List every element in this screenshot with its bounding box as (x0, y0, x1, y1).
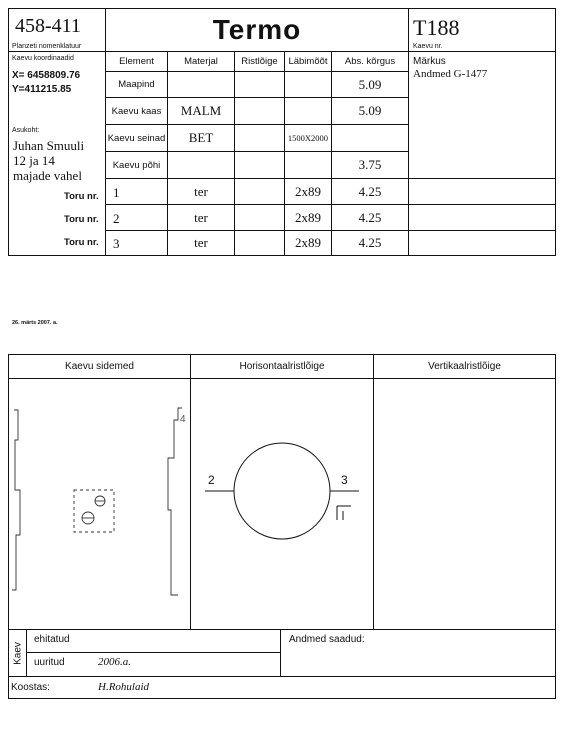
pipe-elevation: 4.25 (331, 178, 409, 205)
panel3-title: Vertikaalristlõige (373, 354, 556, 379)
th-material: Materjal (167, 51, 235, 72)
row-elevation: 3.75 (331, 151, 409, 179)
th-diameter: Läbimõõt (284, 51, 332, 72)
data-source-label: Andmed saadud: (289, 634, 365, 645)
pipe-no: 3 (113, 236, 120, 251)
coords-label: Kaevu koordinaadid (12, 55, 74, 62)
row-elevation: 5.09 (331, 97, 409, 125)
pipe-label-2: Toru nr. (64, 214, 99, 225)
row-element: Kaevu põhi (105, 151, 168, 179)
panel1-title: Kaevu sidemed (8, 354, 191, 379)
mark-3: 3 (341, 473, 348, 487)
row-element: Kaevu seinad (105, 124, 168, 152)
pipe-material: ter (167, 204, 235, 231)
card-title: Termo (212, 14, 302, 45)
row-cross (234, 151, 285, 179)
location-label: Asukoht: (12, 127, 40, 134)
th-element: Element (105, 51, 168, 72)
notes-label: Märkus (413, 56, 446, 67)
pipe-label-3: Toru nr. (64, 237, 99, 248)
sheet-code-box (8, 8, 106, 52)
pipe-elevation: 4.25 (331, 230, 409, 256)
footer-hline-short (26, 652, 280, 653)
built-label: ehitatud (34, 634, 70, 645)
compiled-value: H.Rohulaid (98, 681, 150, 693)
panel2-title: Horisontaalristlõige (190, 354, 374, 379)
pipe-label-1: Toru nr. (64, 191, 99, 202)
row-material: MALM (167, 97, 235, 125)
well-id-box (408, 8, 556, 52)
compiled-label: Koostas: (11, 682, 50, 693)
surveyed-label: uuritud (34, 657, 65, 668)
coords-box (8, 51, 106, 256)
row-diameter (284, 151, 332, 179)
notes-value: Andmed G-1477 (413, 68, 488, 80)
row-elevation (331, 124, 409, 152)
sheet-code-label: Planzeti nomenklatuur (12, 43, 82, 50)
location-line-1: Juhan Smuuli (13, 138, 85, 153)
pipe-cross (234, 178, 285, 205)
row-diameter (284, 97, 332, 125)
th-cross-section: Ristlõige (234, 51, 285, 72)
row-material (167, 151, 235, 179)
well-id: T188 (413, 15, 460, 40)
element-table (105, 51, 409, 256)
pipe-diameter: 2x89 (284, 204, 332, 231)
date-note: 26. märts 2007. a. (12, 320, 58, 326)
footer-hline (8, 629, 556, 630)
row-elevation: 5.09 (331, 71, 409, 98)
row-diameter: 1500X2000 (284, 124, 332, 152)
footer-vline (26, 629, 27, 676)
coord-y: Y=411215.85 (12, 84, 72, 95)
row-diameter (284, 71, 332, 98)
row-cross (234, 71, 285, 98)
coord-x: X= 6458809.76 (12, 70, 81, 81)
pipe-cross (234, 204, 285, 231)
footer-hline (8, 676, 556, 677)
location-line-2: 12 ja 14 (13, 153, 55, 168)
notes-row-lines (408, 178, 556, 256)
row-element: Kaevu kaas (105, 97, 168, 125)
location-line-3: majade vahel (13, 168, 82, 183)
row-cross (234, 124, 285, 152)
well-connections-sketch (8, 380, 190, 628)
pipe-no: 1 (113, 185, 120, 200)
surveyed-value: 2006.a. (98, 656, 131, 668)
pipe-elevation: 4.25 (331, 204, 409, 231)
side-label: Kaev (12, 642, 24, 665)
pipe-no: 2 (113, 211, 120, 226)
well-id-label: Kaevu nr. (413, 43, 443, 50)
pipe-cross (234, 230, 285, 256)
footer-vline (280, 629, 281, 676)
pipe-diameter: 2x89 (284, 178, 332, 205)
sketch-headers (8, 354, 556, 379)
row-cross (234, 97, 285, 125)
horizontal-section-sketch (191, 380, 373, 628)
th-elevation: Abs. kõrgus (331, 51, 409, 72)
sheet-code: 458-411 (15, 15, 81, 37)
title-box (105, 8, 409, 52)
pipe-material: ter (167, 178, 235, 205)
pipe-material: ter (167, 230, 235, 256)
mark-2: 2 (208, 473, 215, 487)
mark-4: 4 (180, 414, 186, 425)
row-material (167, 71, 235, 98)
panel-divider (373, 378, 374, 629)
pipe-diameter: 2x89 (284, 230, 332, 256)
row-element: Maapind (105, 71, 168, 98)
row-material: BET (167, 124, 235, 152)
